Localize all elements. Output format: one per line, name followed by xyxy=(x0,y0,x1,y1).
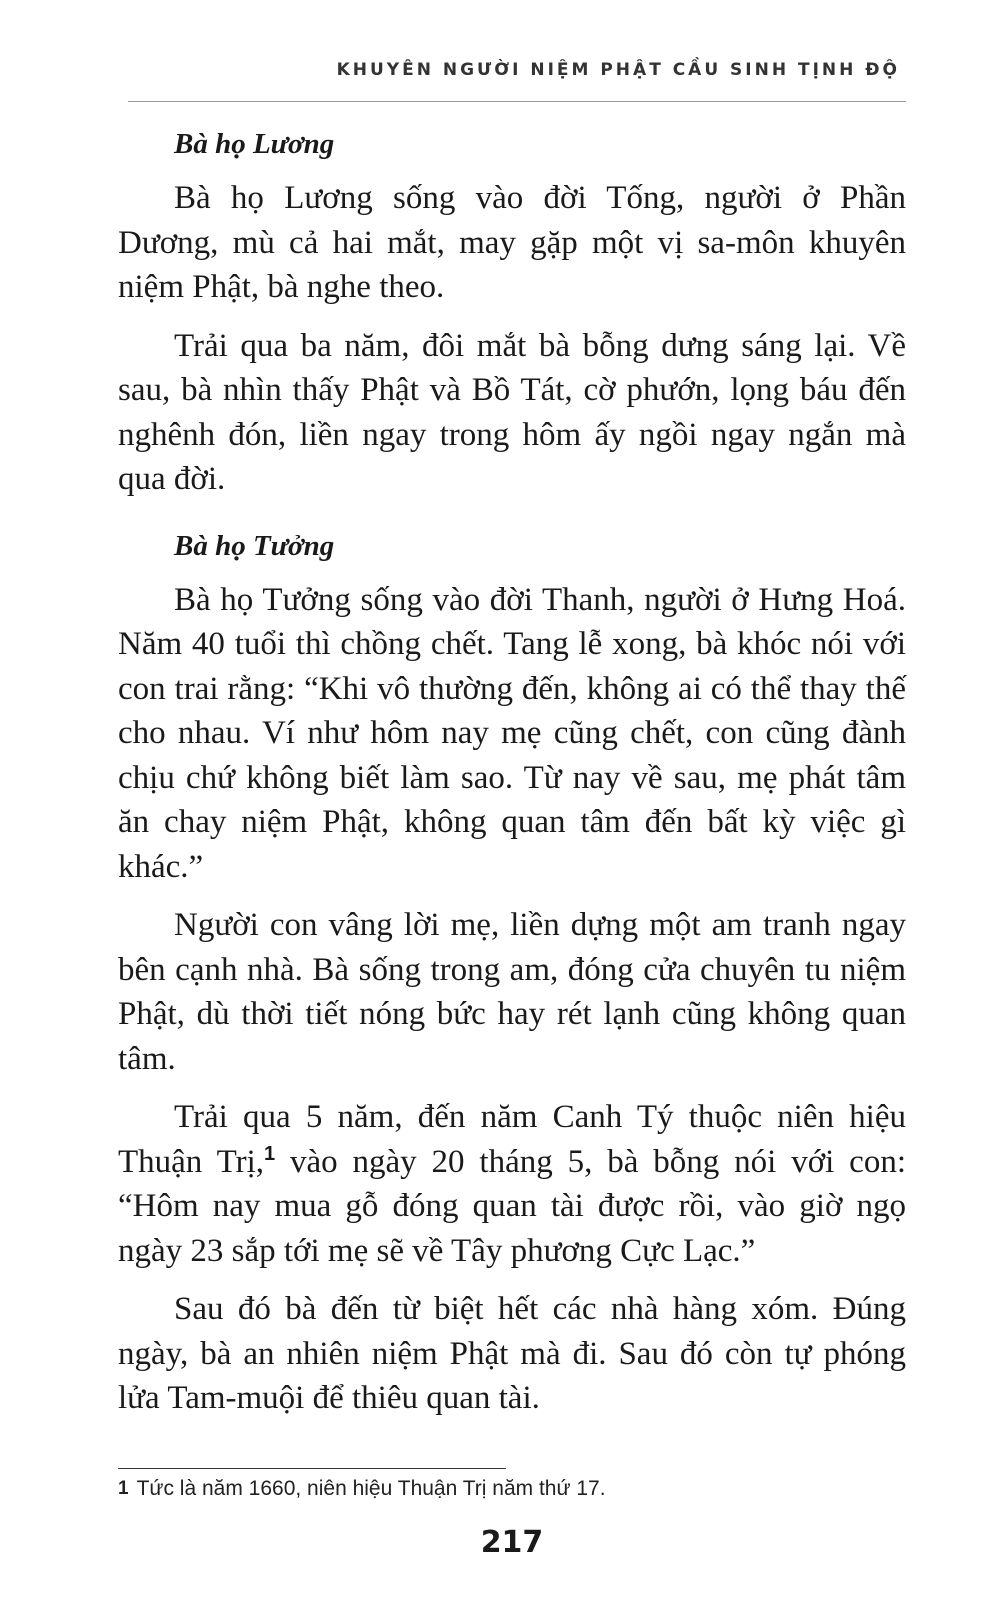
section-heading: Bà họ Lương xyxy=(174,128,335,160)
page-number: 217 xyxy=(480,1525,544,1560)
footnote-reference[interactable]: 1 xyxy=(264,1142,276,1165)
footnote xyxy=(118,1474,906,1504)
paragraph-text-before-note: Trải qua 5 năm, đến năm Canh Tý thuộc niên hiệu Thuận Trị, xyxy=(118,1099,906,1180)
page-body xyxy=(118,122,906,1435)
paragraph: Bà họ Lương sống vào đời Tống, người ở Phần Dương, mù cả hai mắt, may gặp một vị sa-môn khuyên niệm Phật, bà nghe theo. xyxy=(118,180,906,305)
footnote-mark: 1 xyxy=(118,1478,129,1499)
paragraph-with-footnote xyxy=(118,1095,906,1273)
section-ba-ho-luong xyxy=(118,122,906,502)
header-divider xyxy=(128,101,906,102)
section-heading: Bà họ Tưởng xyxy=(174,529,335,562)
paragraph-text-after-note: vào ngày 20 tháng 5, bà bỗng nói với con: “Hôm nay mua gỗ đóng quan tài được rồi, vào giờ ngọ ngày 23 sắp tới mẹ sẽ về Tây phương Cực Lạc.” xyxy=(118,1143,906,1269)
running-header-title: KHUYÊN NGƯỜI NIỆM PHẬT CẦU SINH TỊNH ĐỘ xyxy=(336,60,900,80)
paragraph: Trải qua ba năm, đôi mắt bà bỗng dưng sáng lại. Về sau, bà nhìn thấy Phật và Bồ Tát, cờ phướn, lọng báu đến nghênh đón, liền ngay trong hôm ấy ngồi ngay ngắn mà qua đời. xyxy=(118,327,906,497)
section-ba-ho-tuong xyxy=(118,524,906,1421)
paragraph: Sau đó bà đến từ biệt hết các nhà hàng xóm. Đúng ngày, bà an nhiên niệm Phật mà đi. Sau đó còn tự phóng lửa Tam-muội để thiêu quan tài. xyxy=(118,1291,906,1416)
footnote-text: Tức là năm 1660, niên hiệu Thuận Trị năm thứ 17. xyxy=(136,1477,606,1500)
footnote-divider xyxy=(118,1468,506,1469)
paragraph: Bà họ Tưởng sống vào đời Thanh, người ở Hưng Hoá. Năm 40 tuổi thì chồng chết. Tang lễ xong, bà khóc nói với con trai rằng: “Khi vô thường đến, không ai có thể thay thế cho nhau. Ví như hôm nay mẹ cũng chết, con cũng đành chịu chứ không biết làm sao. Từ nay về sau, mẹ phát tâm ăn chay niệm Phật, không quan tâm đến bất kỳ việc gì khác.” xyxy=(118,581,906,885)
paragraph: Người con vâng lời mẹ, liền dựng một am tranh ngay bên cạnh nhà. Bà sống trong am, đóng cửa chuyên tu niệm Phật, dù thời tiết nóng bức hay rét lạnh cũng không quan tâm. xyxy=(118,907,906,1077)
